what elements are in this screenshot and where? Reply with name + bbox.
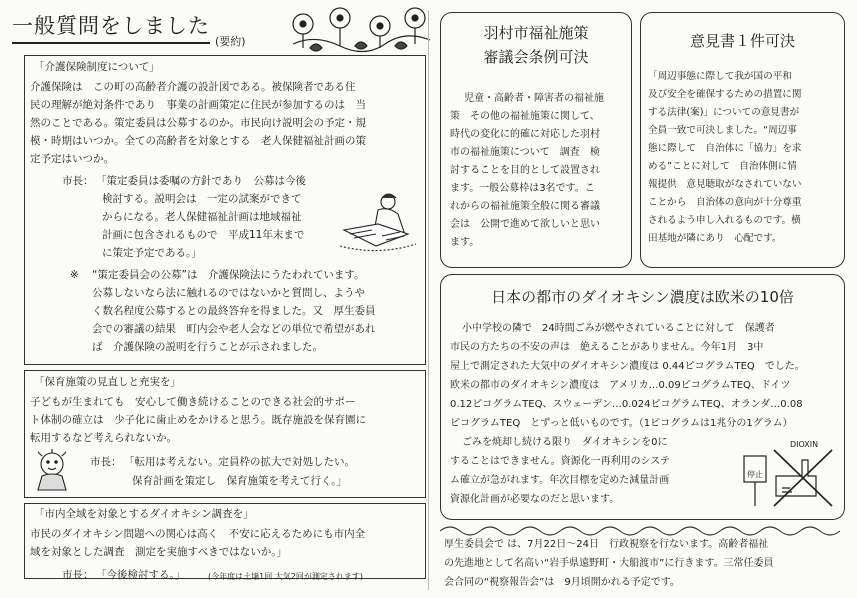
opinion-body-line: ことから 自治体の意向が十分尊重 [648,197,802,208]
question-2-answer-label: 市長： [90,456,122,468]
page-subtitle: (要約) [215,35,246,48]
welfare-council-body-line: 時代の変化に的確に対応した羽村 [450,129,600,140]
question-1-body-line: 定予定はいつか。 [30,153,114,165]
dioxin-sign-label: DIOXIN [790,440,819,449]
footer-line: の先進地として名高い“岩手県遠野町・大船渡市”に行きます。三常任委員 [444,558,774,569]
question-1-body-line: 模・時期はいつか。全ての高齢者を対象とする 老人保健福祉計画の策 [30,135,366,147]
reading-person-illustration-icon [338,190,418,252]
welfare-council-body-line: 会は 公開で進めて欲しいと思い [450,219,600,230]
welfare-council-body-line: ます。 [450,237,480,248]
welfare-council-body-line: 児童・高齢者・障害者の福祉施 [464,93,604,104]
question-1-answer-label: 市長： [62,175,94,187]
dioxin-title: 日本の都市のダイオキシン濃度は欧米の10倍 [491,288,794,306]
dioxin-body-line: することはできません。資源化一再利用のシステ [450,456,671,467]
question-1-answer-line: 計画に包含されるもので 平成11年末まで [102,229,305,241]
child-illustration-icon [28,448,78,496]
question-1-answer-line: 「策定委員は委嘱の方針であり 公募は今後 [96,175,306,187]
question-3-body-line: 市民のダイオキシン問題への関心は高く 不安に応えるためにも市内全 [30,528,366,540]
dioxin-body-line: ごみを焼却し続ける限り ダイオキシンを0に [462,437,668,448]
footer-line: 厚生委員会で は、7月22日～24日 行政視察を行ないます。高齢者福祉 [444,539,769,550]
page-title: 一般質問をしました [12,10,210,44]
dioxin-sign-text: 停止 [747,470,763,479]
question-2-body-line: ト体制の確立は 少子化に歯止めをかけると思う。既存施設を保育園に [30,414,366,426]
question-3-title: 「市内全域を対象とするダイオキシン調査を」 [34,508,254,520]
dioxin-body-line: 小中学校の隣で 24時間ごみが燃やされていることに対して 保護者 [462,323,775,334]
question-1-note-line: 公募しないなら法に触れるのではないかと質問し、ようや [92,287,365,299]
opinion-title: 意見書１件可決 [689,32,795,50]
dioxin-body-line: 0.12ピコグラムTEQ、スウェーデン…0.024ピコグラムTEQ、オランダ…0.08 [450,399,803,410]
footer-line: 会合同の“視察報告会”は 9月頃開かれる予定です。 [444,577,680,588]
opinion-body-line: 報提供 意見聴取がなされていない [648,179,802,190]
welfare-council-body-line: ます。一般公募枠は3名です。こ [450,183,595,194]
question-3-answer-label: 市長： [62,569,94,581]
opinion-body-line: 全員一致で可決しました。“周辺事 [648,125,797,136]
welfare-council-body-line: れからの福祉施策全般に関る審議 [450,201,600,212]
dioxin-body-line: 屋上で測定された大気中のダイオキシン濃度は 0.44ピコグラムTEQ でした。 [450,361,805,372]
question-1-answer-line: に策定予定である。」 [102,247,202,259]
opinion-body-line: 田基地が隣にあり 心配です。 [648,233,782,244]
question-1-note-line: “策定委員会の公募”は 介護保険法にうたわれています。 [92,269,365,281]
column-divider [428,10,429,590]
question-1-note-line: 会での審議の結果 町内会や老人会などの単位で希望があれ [92,323,376,335]
welfare-council-title: 審議会条例可決 [483,48,589,66]
question-1-body-line: 然のことである。策定委員は公募するのか。市民向け説明会の予定・規 [30,117,366,129]
welfare-council-body-line: 市の福祉施策について 調査 検 [450,147,600,158]
welfare-council-body-line: 討することを目的として設置され [450,165,600,176]
question-1-note-mark: ※ [70,269,79,281]
dioxin-body-line: ピコグラムTEQ とずっと低いものです。（1ピコグラムは1兆分の1グラム） [450,418,793,429]
opinion-body-line: 及び安全を確保するための措置に関 [648,89,802,100]
question-2-title: 「保育施策の見直しと充実を」 [34,376,181,388]
question-1-answer-line: 検討する。説明会は 一定の試案ができて [102,193,302,205]
question-2-body-line: 子どもが生まれても 安心して働き続けることのできる社会的サポー [30,396,356,408]
opinion-body-line: 「周辺事態に際して我が国の平和 [648,71,792,82]
opinion-body-line: める”ことに対して 自治体側に情 [648,161,797,172]
question-2-body-line: 転用するなど考えられないか。 [30,432,177,444]
question-3-answer-note: (今年度は土壌1回 大気2回が測定されます) [208,572,363,581]
question-3-answer: 「今後検討する。」 [96,569,186,581]
welfare-council-title: 羽村市福祉施策 [483,24,589,42]
question-2-answer-line: 保育計画を策定し 保育施策を考えて行く。」 [132,475,348,487]
dioxin-body-line: 市民の方たちの不安の声は 絶えることがありません。今年1月 3中 [450,342,764,353]
dioxin-body-line: 欧米の都市のダイオキシン濃度は アメリカ…0.09ピコグラムTEQ、ドイツ [450,380,791,391]
question-1-body-line: 介護保険は この町の高齢者介護の設計図である。被保険者である住 [30,81,356,93]
question-1-body-line: 民の理解が絶対条件であり 事業の計画策定に住民が参加するのは 当 [30,99,366,111]
flower-decoration-icon [285,4,433,56]
welfare-council-body-line: 策 その他の福祉施策に関して、 [450,111,600,122]
opinion-body-line: されるよう申し入れるものです。横 [648,215,801,226]
question-2-answer-line: 「転用は考えない。定員枠の拡大で対処したい。 [124,456,355,468]
dioxin-body-line: ム確立が急がれます。年次目標を定めた減量計画 [450,475,670,486]
question-1-note-line: ば 介護保険の説明を行うことが示されました。 [92,341,323,353]
question-1-note-line: く数名程度公募するとの最終答弁を得ました。又 厚生委員 [92,305,376,317]
opinion-body-line: 態に際して 自治体に「協力」を求 [648,143,802,154]
question-1-answer-line: からになる。老人保健福祉計画は地域福祉 [102,211,302,223]
question-3-body-line: 域を対象とした調査 測定を実施すべきではないか。」 [30,546,288,558]
dioxin-body-line: 資源化計画が必要なのだと思います。 [450,494,620,505]
question-1-title: 「介護保険制度について」 [34,61,160,73]
opinion-body-line: する法律(案)」についての意見書が [648,107,800,118]
